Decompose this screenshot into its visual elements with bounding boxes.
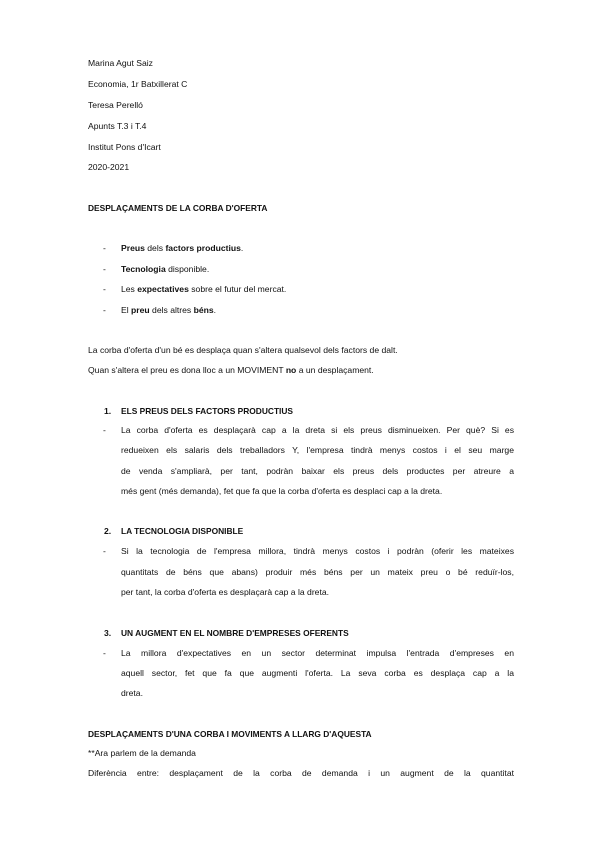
bullet-item: Tecnologia disponible. [121, 264, 210, 274]
item-text-line: La corba d'oferta es desplaçarà cap a la dreta si els preus disminueixen. Per què? Si es [121, 425, 514, 435]
teacher-name: Teresa Perelló [88, 100, 143, 110]
bullet-dash: - [103, 284, 106, 294]
bullet-item: Les expectatives sobre el futur del mercat. [121, 284, 287, 294]
item-title-factor-prices: ELS PREUS DELS FACTORS PRODUCTIUS [121, 406, 294, 416]
list-number: 1. [104, 406, 112, 416]
bullet-dash: - [103, 546, 106, 556]
paragraph-movement-rule: Quan s'altera el preu es dona lloc a un MOVIMENT no a un desplaçament. [88, 365, 374, 375]
paragraph-shift-rule: La corba d'oferta d'un bé es desplaça quan s'altera qualsevol dels factors de dalt. [88, 345, 398, 355]
section-heading-shifts-vs-movements: DESPLAÇAMENTS D'UNA CORBA I MOVIMENTS A LLARG D'AQUESTA [88, 729, 372, 739]
list-number: 2. [104, 526, 112, 536]
item-text-line: Si la tecnologia de l'empresa millora, tindrà menys costos i podràn (oferir les mateixes [121, 546, 514, 556]
notes-title: Apunts T.3 i T.4 [88, 121, 147, 131]
item-text-line: redueixen els salaris dels treballadors Y, l'empresa tindrà menys costos i el seu marge [121, 445, 514, 455]
item-text-line: més gent (més demanda), fet que fa que la corba d'oferta es desplaci cap a la dreta. [121, 486, 443, 496]
bullet-dash: - [103, 264, 106, 274]
school-name: Institut Pons d'Icart [88, 142, 161, 152]
item-text-line: de venda s'ampliarà, per tant, podràn baixar els preus dels productes per atreure a [121, 466, 514, 476]
course-line: Economia, 1r Batxillerat C [88, 79, 188, 89]
bullet-dash: - [103, 648, 106, 658]
bullet-dash: - [103, 425, 106, 435]
section-heading-supply-shifts: DESPLAÇAMENTS DE LA CORBA D'OFERTA [88, 203, 268, 213]
item-text-line: quantitats de béns que abans) produir més béns per un mateix preu o bé reduïr-los, [121, 567, 514, 577]
item-text-line: dreta. [121, 688, 143, 698]
item-text-line: aquell sector, fet que fa que augmenti l'oferta. La seva corba es desplaça cap a la [121, 668, 514, 678]
item-title-firms: UN AUGMENT EN EL NOMBRE D'EMPRESES OFERENTS [121, 628, 349, 638]
item-text-line: per tant, la corba d'oferta es desplaçarà cap a la dreta. [121, 587, 330, 597]
item-text-line: La millora d'expectatives en un sector determinat impulsa l'entrada d'empreses en [121, 648, 514, 658]
author-name: Marina Agut Saiz [88, 58, 153, 68]
bullet-dash: - [103, 305, 106, 315]
school-year: 2020-2021 [88, 162, 130, 172]
demand-note: **Ara parlem de la demanda [88, 748, 196, 758]
bullet-item: El preu dels altres béns. [121, 305, 217, 315]
item-title-technology: LA TECNOLOGIA DISPONIBLE [121, 526, 244, 536]
difference-line: Diferència entre: desplaçament de la corba de demanda i un augment de la quantitat [88, 768, 514, 778]
bullet-item: Preus dels factors productius. [121, 243, 244, 253]
bullet-dash: - [103, 243, 106, 253]
list-number: 3. [104, 628, 112, 638]
